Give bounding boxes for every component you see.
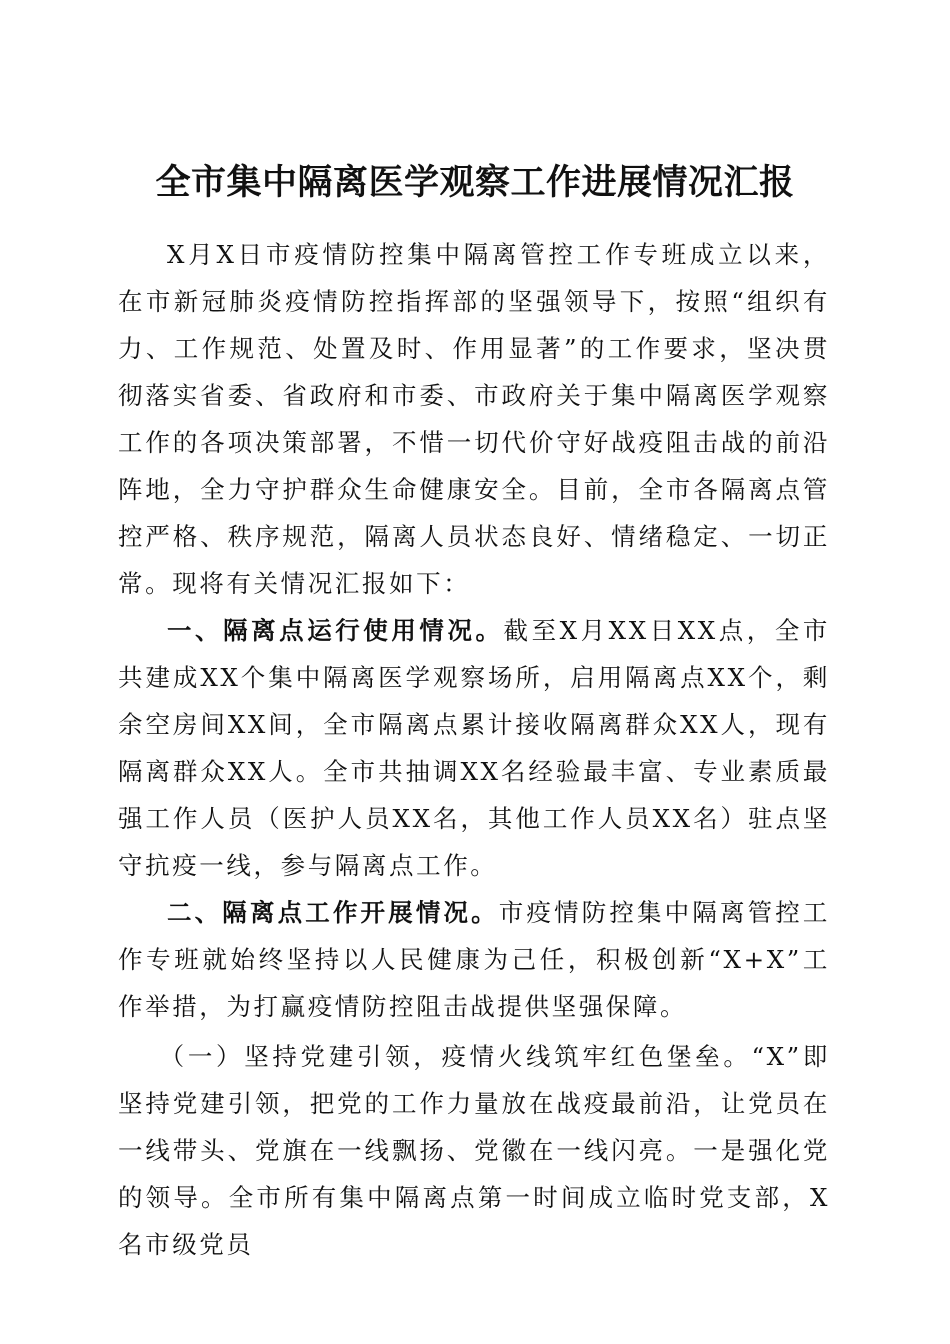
- section-2-heading: 二、隔离点工作开展情况。: [167, 898, 499, 927]
- section-1-paragraph: [118, 607, 830, 889]
- section-1-text: 截至X月XX日XX点，全市共建成XX个集中隔离医学观察场所，启用隔离点XX个，剩余空房间XX间，全市隔离点累计接收隔离群众XX人，现有隔离群众XX人。全市共抽调XX名经验最丰富、专业素质最强工作人员（医护人员XX名，其他工作人员XX名）驻点坚守抗疫一线，参与隔离点工作。: [118, 616, 831, 880]
- subsection-1-paragraph: [118, 1033, 830, 1268]
- section-2-text: 市疫情防控集中隔离管控工作专班就始终坚持以人民健康为己任，积极创新“X+X”工作举措，为打赢疫情防控阻击战提供坚强保障。: [118, 898, 831, 1021]
- subsection-1-text: “X”即坚持党建引领，把党的工作力量放在战疫最前沿，让党员在一线带头、党旗在一线飘扬、党徽在一线闪亮。一是强化党的领导。全市所有集中隔离点第一时间成立临时党支部，X名市级党员: [118, 1042, 830, 1259]
- document-body: [118, 231, 830, 1268]
- intro-paragraph: X月X日市疫情防控集中隔离管控工作专班成立以来，在市新冠肺炎疫情防控指挥部的坚强领导下，按照“组织有力、工作规范、处置及时、作用显著”的工作要求，坚决贯彻落实省委、省政府和市委、市政府关于集中隔离医学观察工作的各项决策部署，不惜一切代价守好战疫阻击战的前沿阵地，全力守护群众生命健康安全。目前，全市各隔离点管控严格、秩序规范，隔离人员状态良好、情绪稳定、一切正常。现将有关情况汇报如下：: [118, 240, 830, 598]
- section-2-paragraph: [118, 889, 830, 1030]
- subsection-1-heading: （一）坚持党建引领，疫情火线筑牢红色堡垒。: [159, 1042, 752, 1071]
- section-1-heading: 一、隔离点运行使用情况。: [167, 616, 504, 645]
- document-title: 全市集中隔离医学观察工作进展情况汇报: [155, 162, 795, 204]
